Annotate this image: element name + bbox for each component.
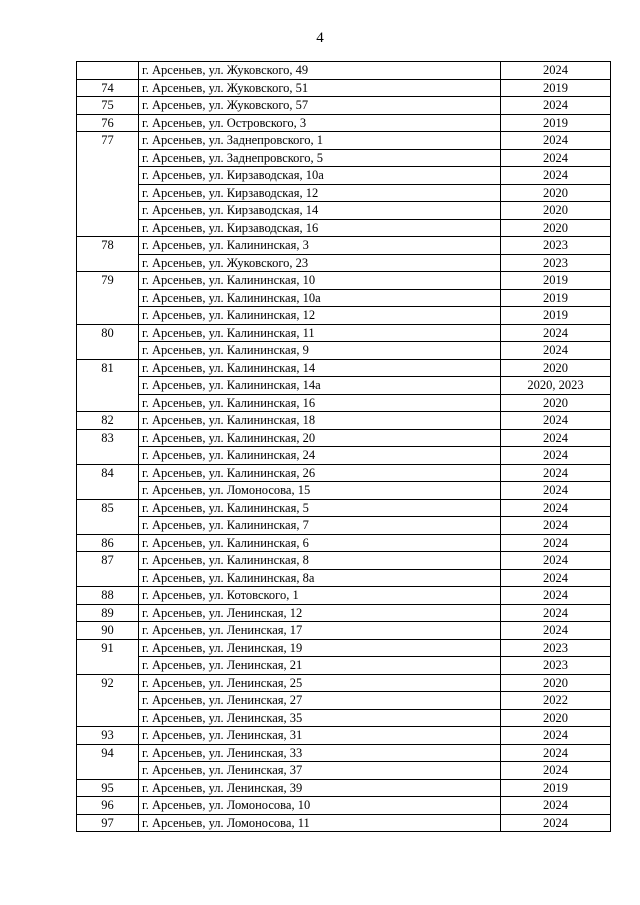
address-cell: г. Арсеньев, ул. Калининская, 5 [139, 499, 501, 517]
row-number: 96 [77, 797, 139, 815]
year-cell: 2020 [501, 184, 611, 202]
row-number: 83 [77, 429, 139, 464]
row-number: 97 [77, 814, 139, 832]
table-row [77, 727, 611, 745]
table-row [77, 237, 611, 255]
address-cell: г. Арсеньев, ул. Калининская, 10а [139, 289, 501, 307]
address-cell: г. Арсеньев, ул. Котовского, 1 [139, 587, 501, 605]
table-row [77, 534, 611, 552]
address-cell: г. Арсеньев, ул. Жуковского, 57 [139, 97, 501, 115]
address-cell: г. Арсеньев, ул. Кирзаводская, 10а [139, 167, 501, 185]
year-cell: 2024 [501, 517, 611, 535]
row-number: 87 [77, 552, 139, 587]
year-cell: 2023 [501, 237, 611, 255]
table-row [77, 692, 611, 710]
year-cell: 2023 [501, 254, 611, 272]
year-cell: 2024 [501, 587, 611, 605]
address-cell: г. Арсеньев, ул. Калининская, 24 [139, 447, 501, 465]
row-number: 81 [77, 359, 139, 412]
row-number: 92 [77, 674, 139, 727]
year-cell: 2019 [501, 272, 611, 290]
address-cell: г. Арсеньев, ул. Калининская, 20 [139, 429, 501, 447]
table-row [77, 97, 611, 115]
table-row [77, 797, 611, 815]
year-cell: 2020 [501, 202, 611, 220]
address-cell: г. Арсеньев, ул. Калининская, 18 [139, 412, 501, 430]
year-cell: 2020 [501, 359, 611, 377]
address-cell: г. Арсеньев, ул. Калининская, 3 [139, 237, 501, 255]
table-row [77, 639, 611, 657]
row-number: 74 [77, 79, 139, 97]
table-row [77, 657, 611, 675]
table-row [77, 429, 611, 447]
address-cell: г. Арсеньев, ул. Ленинская, 31 [139, 727, 501, 745]
row-number: 89 [77, 604, 139, 622]
table-row [77, 604, 611, 622]
address-cell: г. Арсеньев, ул. Ленинская, 17 [139, 622, 501, 640]
address-cell: г. Арсеньев, ул. Ломоносова, 11 [139, 814, 501, 832]
year-cell: 2023 [501, 639, 611, 657]
address-cell: г. Арсеньев, ул. Калининская, 8а [139, 569, 501, 587]
year-cell: 2019 [501, 307, 611, 325]
year-cell: 2024 [501, 744, 611, 762]
table-row [77, 517, 611, 535]
address-cell: г. Арсеньев, ул. Кирзаводская, 12 [139, 184, 501, 202]
table-row [77, 114, 611, 132]
row-number: 79 [77, 272, 139, 325]
year-cell: 2024 [501, 412, 611, 430]
year-cell: 2022 [501, 692, 611, 710]
address-cell: г. Арсеньев, ул. Заднепровского, 5 [139, 149, 501, 167]
table-row [77, 464, 611, 482]
row-number: 80 [77, 324, 139, 359]
table-row [77, 184, 611, 202]
table-row [77, 622, 611, 640]
address-cell: г. Арсеньев, ул. Ломоносова, 10 [139, 797, 501, 815]
table-row [77, 482, 611, 500]
address-cell: г. Арсеньев, ул. Калининская, 9 [139, 342, 501, 360]
address-cell: г. Арсеньев, ул. Калининская, 6 [139, 534, 501, 552]
row-number: 90 [77, 622, 139, 640]
table-row [77, 394, 611, 412]
row-number: 75 [77, 97, 139, 115]
address-cell: г. Арсеньев, ул. Калининская, 14а [139, 377, 501, 395]
table-row [77, 377, 611, 395]
year-cell: 2024 [501, 727, 611, 745]
page-number: 4 [316, 30, 324, 46]
year-cell: 2024 [501, 499, 611, 517]
year-cell: 2024 [501, 797, 611, 815]
year-cell: 2024 [501, 132, 611, 150]
year-cell: 2024 [501, 552, 611, 570]
year-cell: 2024 [501, 534, 611, 552]
address-cell: г. Арсеньев, ул. Ленинская, 39 [139, 779, 501, 797]
address-cell: г. Арсеньев, ул. Ленинская, 12 [139, 604, 501, 622]
address-cell: г. Арсеньев, ул. Жуковского, 49 [139, 62, 501, 80]
year-cell: 2024 [501, 167, 611, 185]
row-number: 84 [77, 464, 139, 499]
address-cell: г. Арсеньев, ул. Ленинская, 35 [139, 709, 501, 727]
year-cell: 2024 [501, 62, 611, 80]
row-number: 88 [77, 587, 139, 605]
year-cell: 2024 [501, 324, 611, 342]
year-cell: 2024 [501, 622, 611, 640]
year-cell: 2024 [501, 814, 611, 832]
address-cell: г. Арсеньев, ул. Калининская, 16 [139, 394, 501, 412]
row-number: 82 [77, 412, 139, 430]
address-cell: г. Арсеньев, ул. Заднепровского, 1 [139, 132, 501, 150]
year-cell: 2020, 2023 [501, 377, 611, 395]
address-cell: г. Арсеньев, ул. Ленинская, 21 [139, 657, 501, 675]
table-row [77, 167, 611, 185]
address-cell: г. Арсеньев, ул. Ленинская, 37 [139, 762, 501, 780]
year-cell: 2024 [501, 604, 611, 622]
address-cell: г. Арсеньев, ул. Калининская, 26 [139, 464, 501, 482]
table-row [77, 674, 611, 692]
table-row [77, 587, 611, 605]
table-row [77, 412, 611, 430]
table-row [77, 762, 611, 780]
year-cell: 2020 [501, 674, 611, 692]
address-cell: г. Арсеньев, ул. Ленинская, 19 [139, 639, 501, 657]
table-row [77, 289, 611, 307]
year-cell: 2024 [501, 429, 611, 447]
table-row [77, 499, 611, 517]
row-number [77, 62, 139, 80]
table-row [77, 149, 611, 167]
year-cell: 2024 [501, 569, 611, 587]
address-cell: г. Арсеньев, ул. Калининская, 14 [139, 359, 501, 377]
year-cell: 2024 [501, 464, 611, 482]
table-row [77, 744, 611, 762]
table-row [77, 79, 611, 97]
year-cell: 2024 [501, 149, 611, 167]
address-cell: г. Арсеньев, ул. Ленинская, 33 [139, 744, 501, 762]
address-cell: г. Арсеньев, ул. Ломоносова, 15 [139, 482, 501, 500]
table-row [77, 569, 611, 587]
year-cell: 2020 [501, 219, 611, 237]
row-number: 78 [77, 237, 139, 272]
address-cell: г. Арсеньев, ул. Жуковского, 23 [139, 254, 501, 272]
row-number: 94 [77, 744, 139, 779]
table-row [77, 62, 611, 80]
year-cell: 2024 [501, 342, 611, 360]
year-cell: 2024 [501, 447, 611, 465]
address-cell: г. Арсеньев, ул. Кирзаводская, 14 [139, 202, 501, 220]
address-cell: г. Арсеньев, ул. Калининская, 10 [139, 272, 501, 290]
table-row [77, 447, 611, 465]
address-cell: г. Арсеньев, ул. Кирзаводская, 16 [139, 219, 501, 237]
table-row [77, 552, 611, 570]
address-table [76, 61, 611, 832]
address-table-body [77, 62, 611, 832]
year-cell: 2019 [501, 114, 611, 132]
row-number: 77 [77, 132, 139, 237]
table-row [77, 307, 611, 325]
address-cell: г. Арсеньев, ул. Калининская, 8 [139, 552, 501, 570]
row-number: 95 [77, 779, 139, 797]
row-number: 93 [77, 727, 139, 745]
year-cell: 2020 [501, 394, 611, 412]
year-cell: 2019 [501, 289, 611, 307]
year-cell: 2019 [501, 779, 611, 797]
address-cell: г. Арсеньев, ул. Калининская, 7 [139, 517, 501, 535]
table-row [77, 202, 611, 220]
address-cell: г. Арсеньев, ул. Ленинская, 27 [139, 692, 501, 710]
row-number: 86 [77, 534, 139, 552]
table-row [77, 219, 611, 237]
year-cell: 2023 [501, 657, 611, 675]
table-row [77, 709, 611, 727]
address-cell: г. Арсеньев, ул. Калининская, 11 [139, 324, 501, 342]
table-row [77, 359, 611, 377]
year-cell: 2024 [501, 482, 611, 500]
address-cell: г. Арсеньев, ул. Жуковского, 51 [139, 79, 501, 97]
address-cell: г. Арсеньев, ул. Калининская, 12 [139, 307, 501, 325]
table-row [77, 272, 611, 290]
row-number: 91 [77, 639, 139, 674]
table-row [77, 132, 611, 150]
year-cell: 2024 [501, 97, 611, 115]
table-row [77, 324, 611, 342]
address-cell: г. Арсеньев, ул. Островского, 3 [139, 114, 501, 132]
year-cell: 2024 [501, 762, 611, 780]
row-number: 76 [77, 114, 139, 132]
table-row [77, 814, 611, 832]
table-row [77, 342, 611, 360]
year-cell: 2020 [501, 709, 611, 727]
year-cell: 2019 [501, 79, 611, 97]
address-cell: г. Арсеньев, ул. Ленинская, 25 [139, 674, 501, 692]
row-number: 85 [77, 499, 139, 534]
table-row [77, 779, 611, 797]
table-row [77, 254, 611, 272]
